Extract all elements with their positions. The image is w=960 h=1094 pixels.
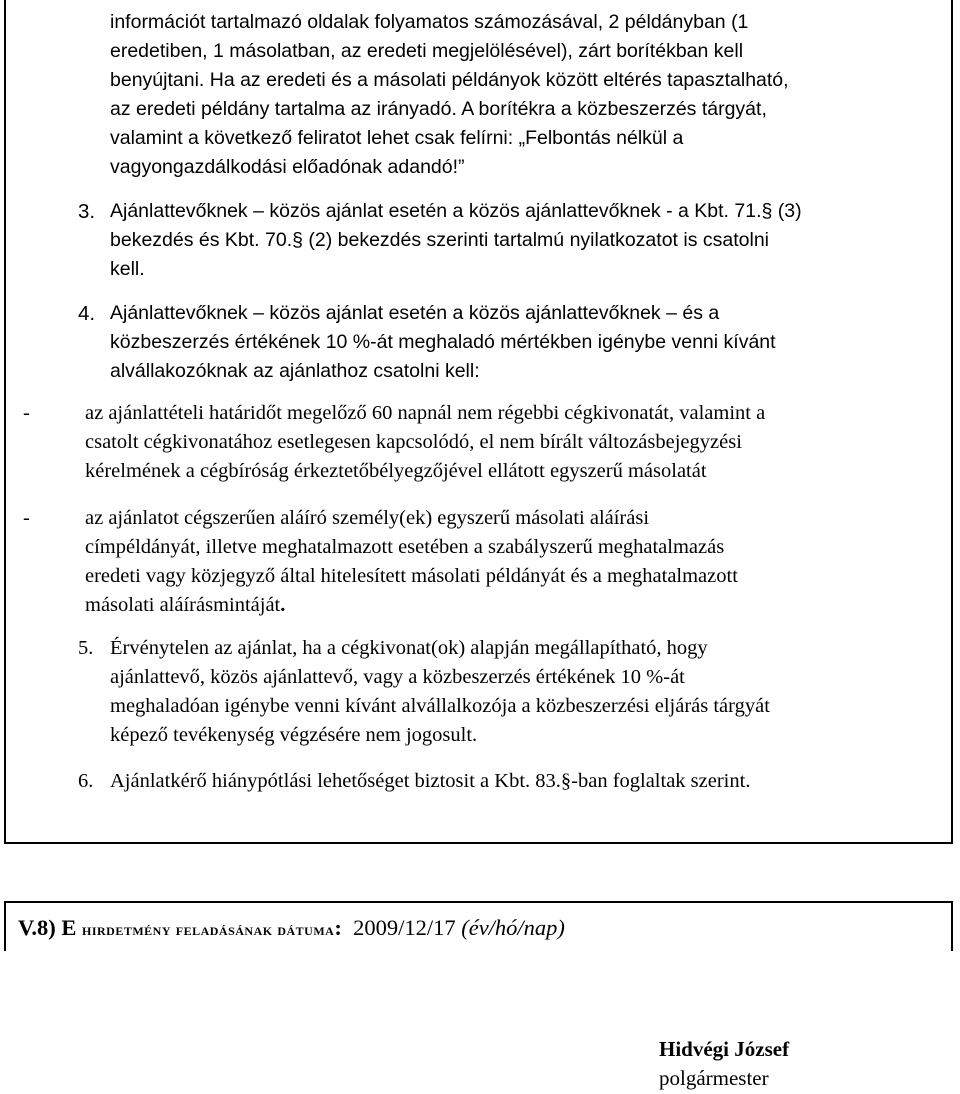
- signature-role: polgármester: [659, 1066, 769, 1090]
- item-4-line: közbeszerzés értékének 10 %-át meghaladó mértékben igénybe venni kívánt: [110, 331, 776, 353]
- item-4-line: alvállakozóknak az ajánlathoz csatolni kell:: [110, 360, 480, 382]
- signature-name: Hidvégi József: [659, 1037, 790, 1061]
- bullet-2-line: az ajánlatot cégszerűen aláíró személy(ek) egyszerű másolati aláírási: [85, 507, 650, 529]
- bullet-2-last-text: másolati aláírásmintáját: [85, 594, 281, 616]
- item-3-line: Ajánlattevőknek – közös ajánlat esetén a közös ajánlattevőknek - a Kbt. 71.§ (3): [110, 200, 802, 222]
- item-5-line: meghaladóan igénybe venni kívánt alvállalkozója a közbeszerzési eljárás tárgyát: [110, 695, 770, 717]
- bullet-2-line: eredeti vagy közjegyző által hitelesített másolati példányát és a meghatalmazott: [85, 565, 738, 587]
- item-6-text: Ajánlatkérő hiánypótlási lehetőséget biztosit a Kbt. 83.§-ban foglaltak szerint.: [110, 770, 751, 792]
- item-4-line: Ajánlattevőknek – közös ajánlat esetén a közös ajánlattevőknek – és a: [110, 302, 720, 324]
- bullet-2-line-last: [85, 591, 738, 620]
- item-3-line: kell.: [110, 258, 145, 280]
- item-5-line: Érvénytelen az ajánlat, ha a cégkivonat(ok) alapján megállapítható, hogy: [110, 637, 708, 659]
- footer-date-format: (év/hó/nap): [461, 915, 565, 940]
- item-4-text: [110, 299, 776, 386]
- bullet-1-line: csatolt cégkivonatához esetlegesen kapcsolódó, el nem bírált változásbejegyzési: [85, 431, 742, 453]
- intro-line: eredetiben, 1 másolatban, az eredeti megjelölésével), zárt borítékban kell: [110, 40, 744, 62]
- item-5-text: [110, 634, 770, 750]
- item-5-line: képező tevékenység végzésére nem jogosult.: [110, 724, 478, 746]
- intro-line: információt tartalmazó oldalak folyamatos számozásával, 2 példányban (1: [110, 11, 749, 33]
- bullet-1-line: kérelmének a cégbíróság érkeztetőbélyegzőjével ellátott egyszerű másolatát: [85, 460, 707, 482]
- intro-line: az eredeti példány tartalma az irányadó. A borítékra a közbeszerzés tárgyát,: [110, 98, 767, 120]
- bullet-1-dash: -: [23, 402, 30, 424]
- item-4-number: 4.: [78, 302, 96, 325]
- bullet-1-text: [85, 399, 765, 486]
- footer-heading: [18, 911, 565, 947]
- footer-box: [4, 901, 953, 951]
- intro-line: vagyongazdálkodási előadónak adandó!”: [110, 156, 465, 178]
- intro-line: valamint a következő feliratot lehet csak felírni: „Felbontás nélkül a: [110, 127, 684, 149]
- bullet-2-last-punct: .: [280, 594, 286, 616]
- bullet-2-line: címpéldányát, illetve meghatalmazott esetében a szabályszerű meghatalmazás: [85, 536, 725, 558]
- item-5-number: 5.: [78, 637, 94, 659]
- item-3-line: bekezdés és Kbt. 70.§ (2) bekezdés szerinti tartalmú nyilatkozatot is csatolni: [110, 229, 769, 251]
- footer-date: 2009/12/17: [353, 915, 456, 940]
- bullet-2-dash: -: [23, 507, 30, 529]
- intro-line: benyújtani. Ha az eredeti és a másolati példányok között eltérés tapasztalható,: [110, 69, 789, 91]
- item-3-text: [110, 197, 802, 284]
- item-6-number: 6.: [78, 770, 94, 792]
- bullet-1-line: az ajánlattételi határidőt megelőző 60 napnál nem régebbi cégkivonatát, valamint a: [85, 402, 766, 424]
- footer-section-id: V.8) E: [18, 915, 77, 940]
- item-5-line: ajánlattevő, közös ajánlattevő, vagy a közbeszerzés értékének 10 %-át: [110, 666, 685, 688]
- footer-colon: :: [334, 915, 342, 940]
- intro-paragraph: [110, 8, 789, 182]
- item-3-number: 3.: [78, 200, 96, 223]
- bullet-2-text: [85, 504, 738, 620]
- footer-title: hirdetmény feladásának dátuma: [81, 920, 335, 939]
